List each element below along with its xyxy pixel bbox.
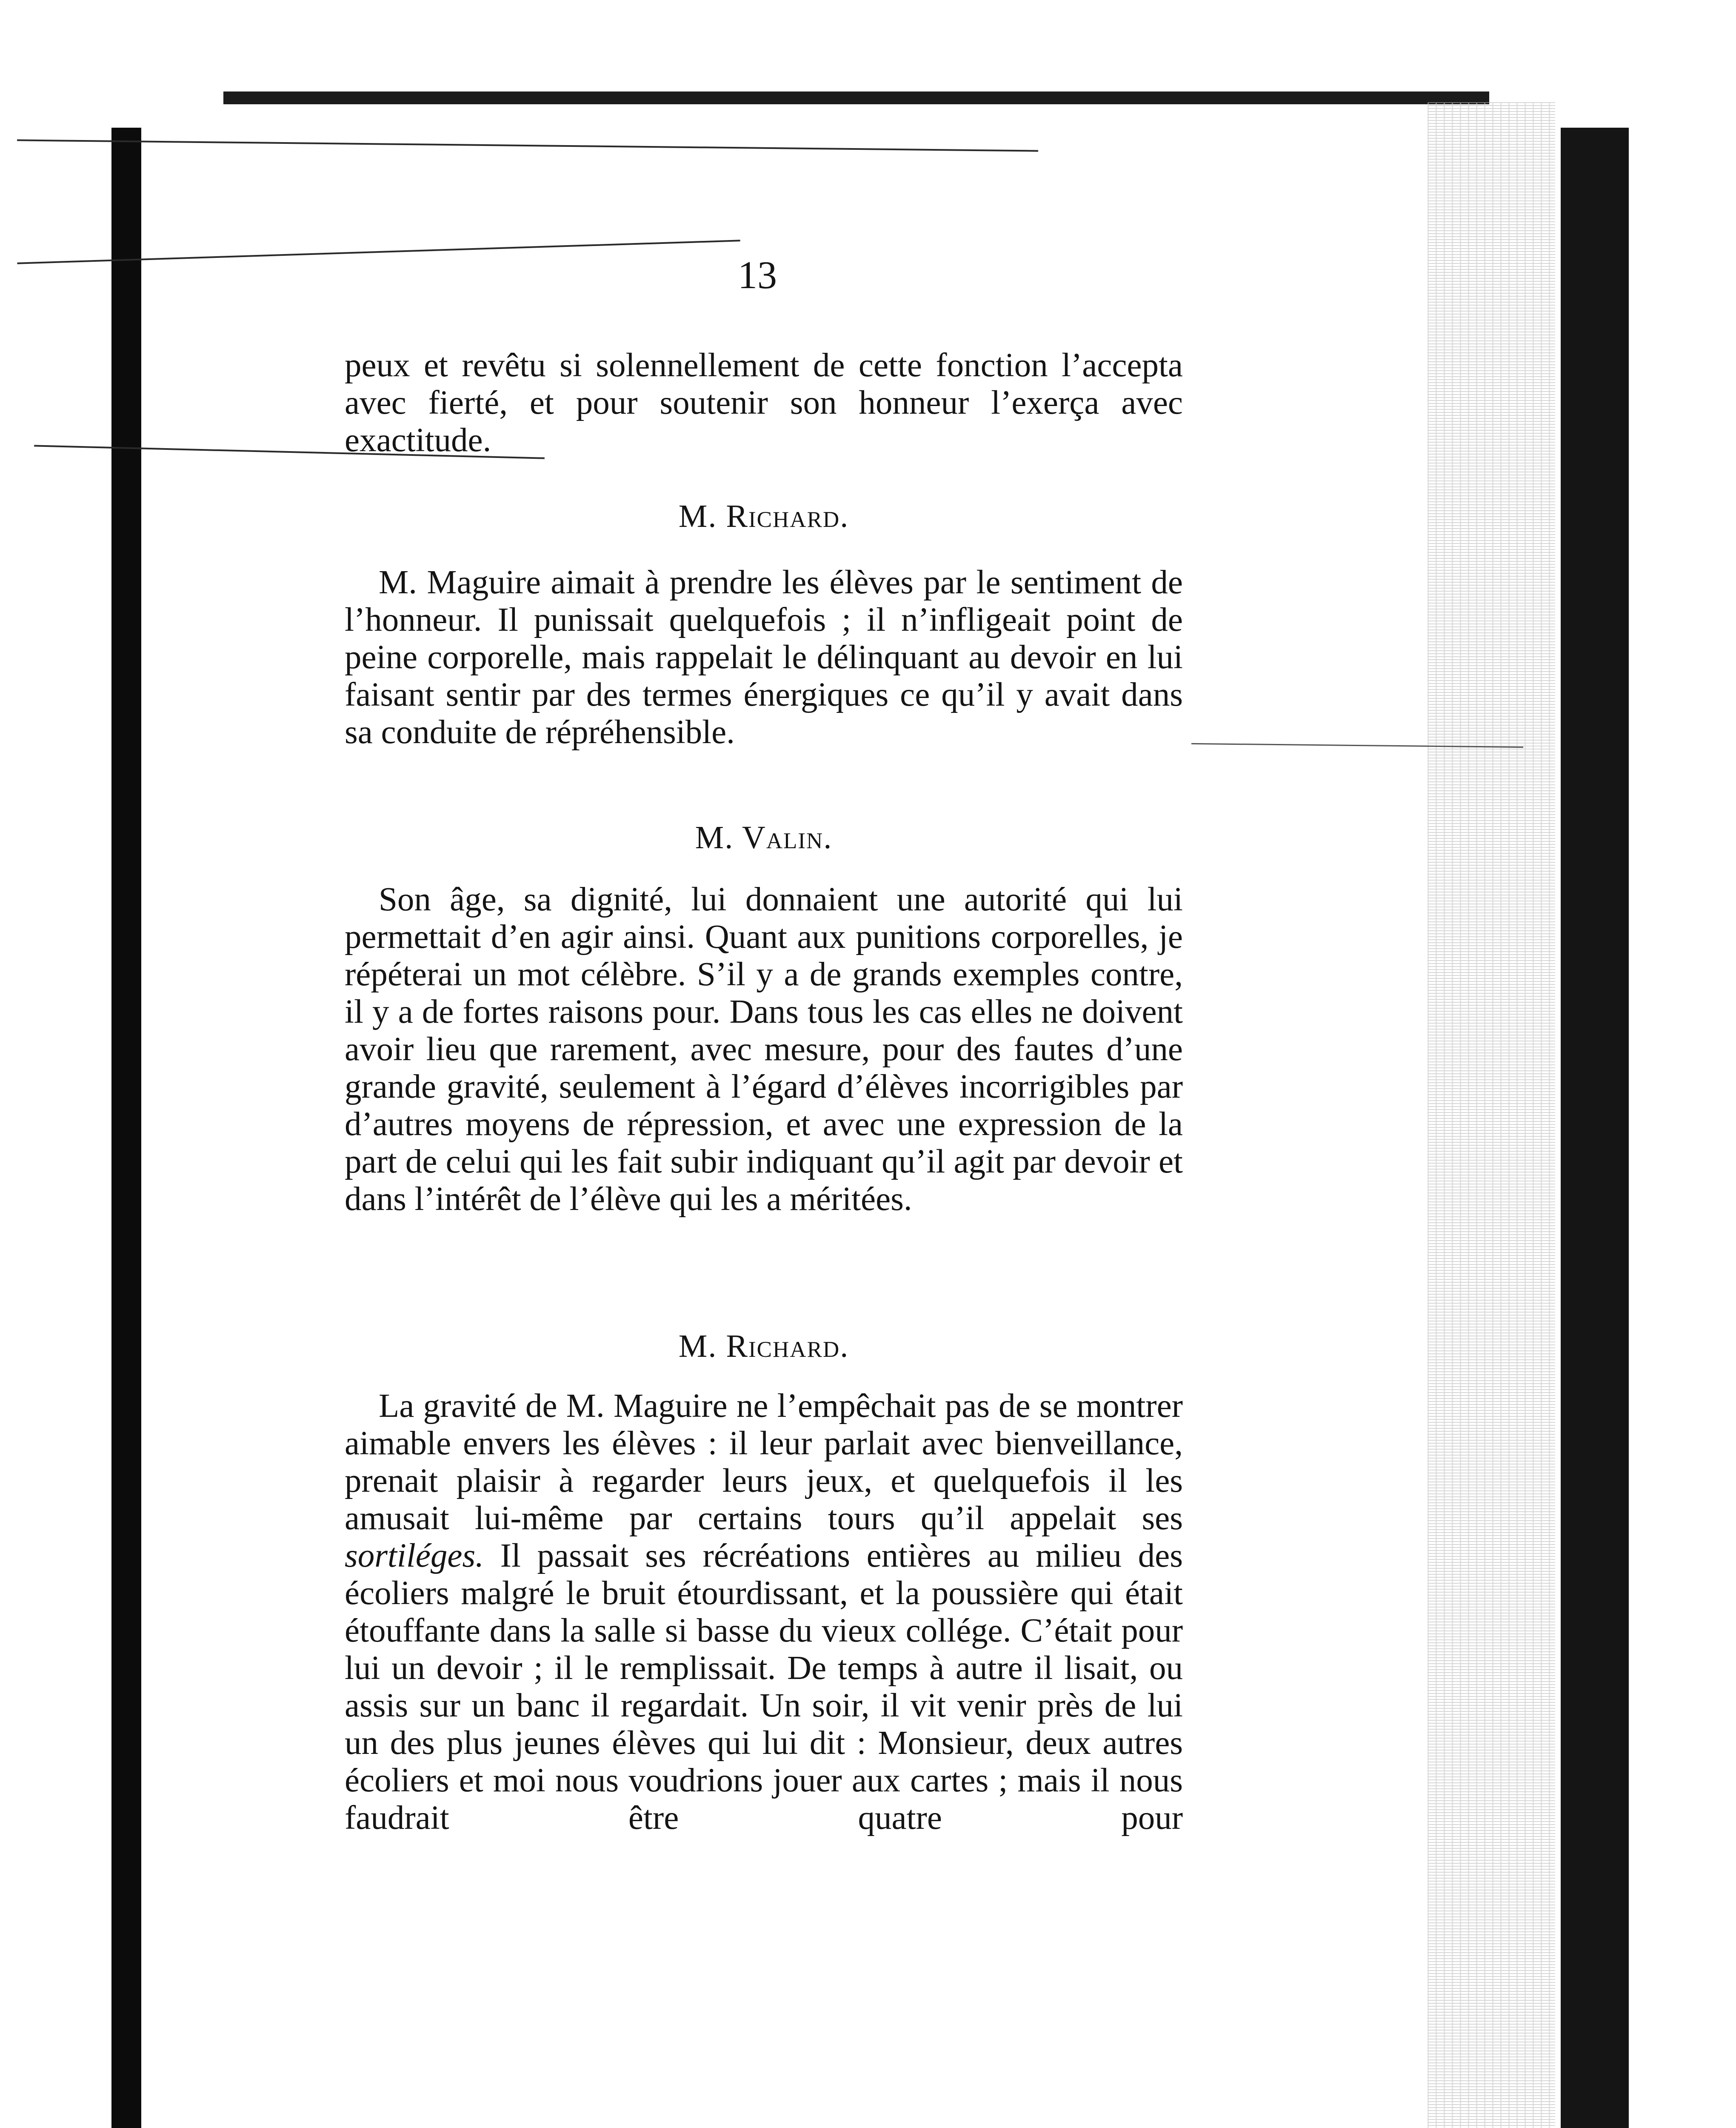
paragraph-text: peux et revêtu si solennellement de cette fonction l’accepta avec fierté, et pour soutenir son honneur l’exerça avec exactitude.: [345, 347, 1183, 459]
italic-word: sortiléges.: [345, 1537, 484, 1574]
paragraph-valin: [345, 881, 1183, 1218]
page-number: 13: [738, 253, 777, 297]
paragraph-text-part: La gravité de M. Maguire ne l’empêchait pas de se montrer aimable envers les élèves : il leur parlait avec bienveillance, prenait plaisir à regarder leurs jeux, et quelquefois il les amusait lui-même par certains tours qu’il appelait ses: [345, 1387, 1183, 1537]
paragraph-text: M. Maguire aimait à prendre les élèves par le sentiment de l’honneur. Il punissait quelquefois ; il n’infligeait point de peine corporelle, mais rappelait le délinquant au devoir en lui faisant sentir par des termes énergiques ce qu’il y avait dans sa conduite de répréhensible.: [345, 564, 1183, 751]
speaker-heading-richard: M. Richard.: [678, 1328, 849, 1364]
paragraph-text-part: Il passait ses récréations entières au milieu des écoliers malgré le bruit étourdissant, et la poussière qui était étouffante dans la salle si basse du vieux collége. C’était pour lui un devoir ; il le remplissait. De temps à autre il lisait, ou assis sur un banc il regardait. Un soir, il vit venir près de lui un des plus jeunes élèves qui lui dit : Monsieur, deux autres écoliers et moi nous voudrions jouer aux cartes ; mais il nous faudrait être quatre pour: [345, 1537, 1183, 1836]
scan-top-edge-bar: [223, 92, 1489, 104]
paragraph-richard-1: [345, 564, 1183, 751]
scan-stray-line: [17, 139, 1038, 152]
paragraph-continuation: [345, 347, 1183, 459]
paragraph-text: Son âge, sa dignité, lui donnaient une autorité qui lui permettait d’en agir ainsi. Quant aux punitions corporelles, je répéterai un mot célèbre. S’il y a de grands exemples contre, il y a de fortes raisons pour. Dans tous les cas elles ne doivent avoir lieu que rarement, avec mesure, pour des fautes d’une grande gravité, seulement à l’égard d’élèves incorrigibles par d’autres moyens de répression, et avec une expression de la part de celui qui les fait subir indiquant qu’il agit par devoir et dans l’intérêt de l’élève qui les a méritées.: [345, 881, 1183, 1218]
scan-right-edge-bar: [1561, 128, 1629, 2128]
paragraph-richard-2: [345, 1387, 1183, 1837]
speaker-heading-valin: M. Valin.: [695, 820, 833, 855]
speaker-heading-richard: M. Richard.: [678, 498, 849, 534]
scan-right-edge-noise: [1428, 102, 1555, 2128]
scan-left-edge-bar: [111, 128, 141, 2128]
paragraph-text: [345, 1387, 1183, 1837]
